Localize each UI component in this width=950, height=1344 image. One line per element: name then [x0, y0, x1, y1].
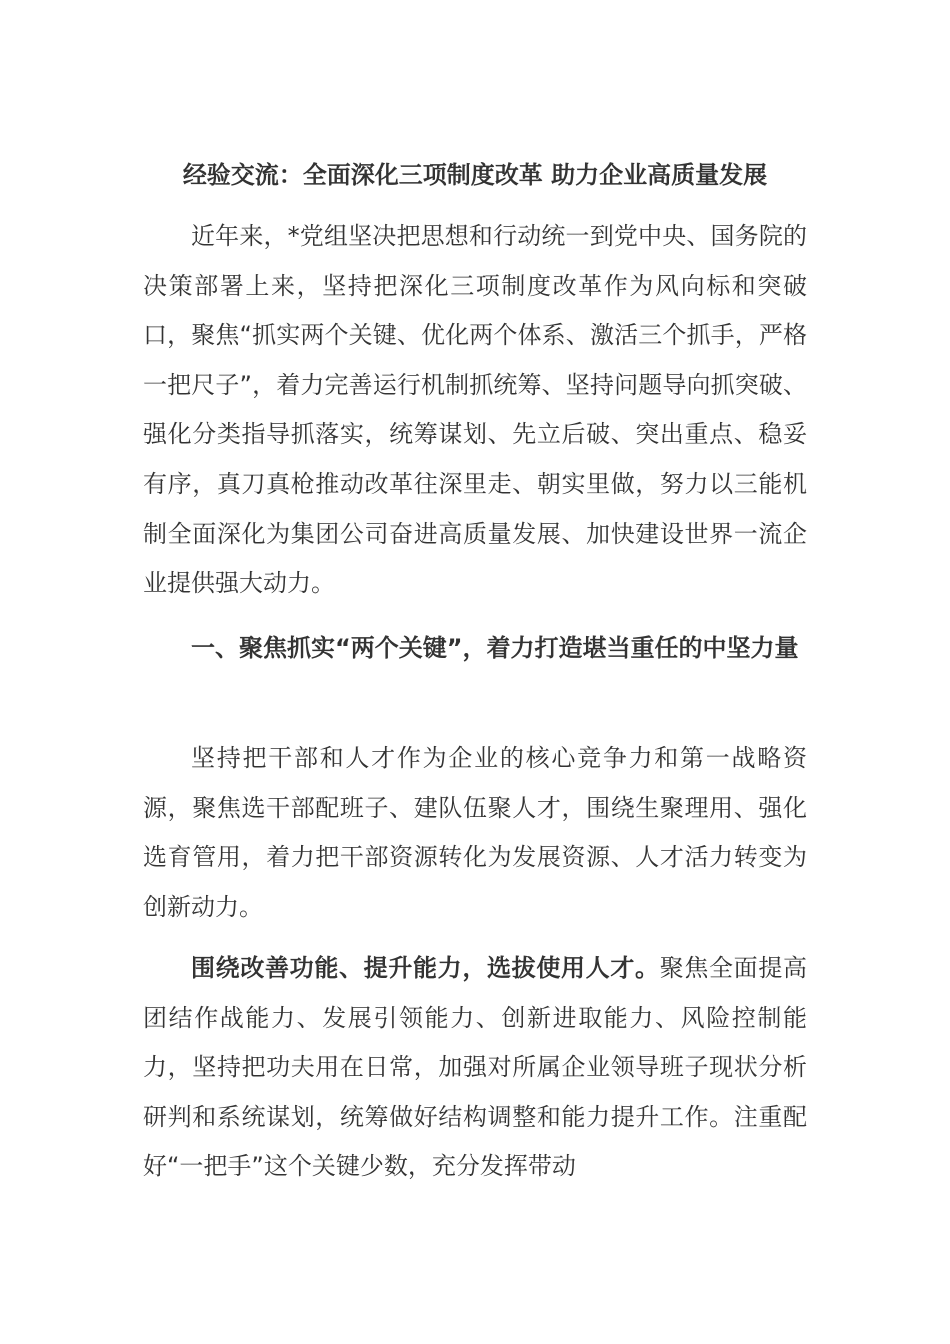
paragraph-section-1: 坚持把干部和人才作为企业的核心竞争力和第一战略资源，聚焦选干部配班子、建队伍聚人才，围绕生聚理用、强化选育管用，着力把干部资源转化为发展资源、人才活力转变为创新动力。	[143, 744, 807, 921]
paragraph-body-text: 聚焦全面提高团结作战能力、发展引领能力、创新进取能力、风险控制能力，坚持把功夫用在日常，加强对所属企业领导班子现状分析研判和系统谋划，统筹做好结构调整和能力提升工作。注重配好“一把手”这个关键少数，充分发挥带动	[143, 954, 808, 1181]
paragraph-intro: 近年来，*党组坚决把思想和行动统一到党中央、国务院的决策部署上来，坚持把深化三项制度改革作为风向标和突破口，聚焦“抓实两个关键、优化两个体系、激活三个抓手，严格一把尺子”，着力完善运行机制抓统筹、坚持问题导向抓突破、强化分类指导抓落实，统筹谋划、先立后破、突出重点、稳妥有序，真刀真枪推动改革往深里走、朝实里做，努力以三能机制全面深化为集团公司奋进高质量发展、加快建设世界一流企业提供强大动力。	[143, 222, 807, 598]
paragraph-talent-selection	[143, 944, 807, 1192]
paragraph-lead-sentence: 围绕改善功能、提升能力，选拔使用人才。	[191, 954, 660, 982]
document-title: 经验交流：全面深化三项制度改革 助力企业高质量发展	[182, 161, 768, 189]
section-heading-1: 一、聚焦抓实“两个关键”，着力打造堪当重任的中坚力量	[191, 634, 799, 662]
